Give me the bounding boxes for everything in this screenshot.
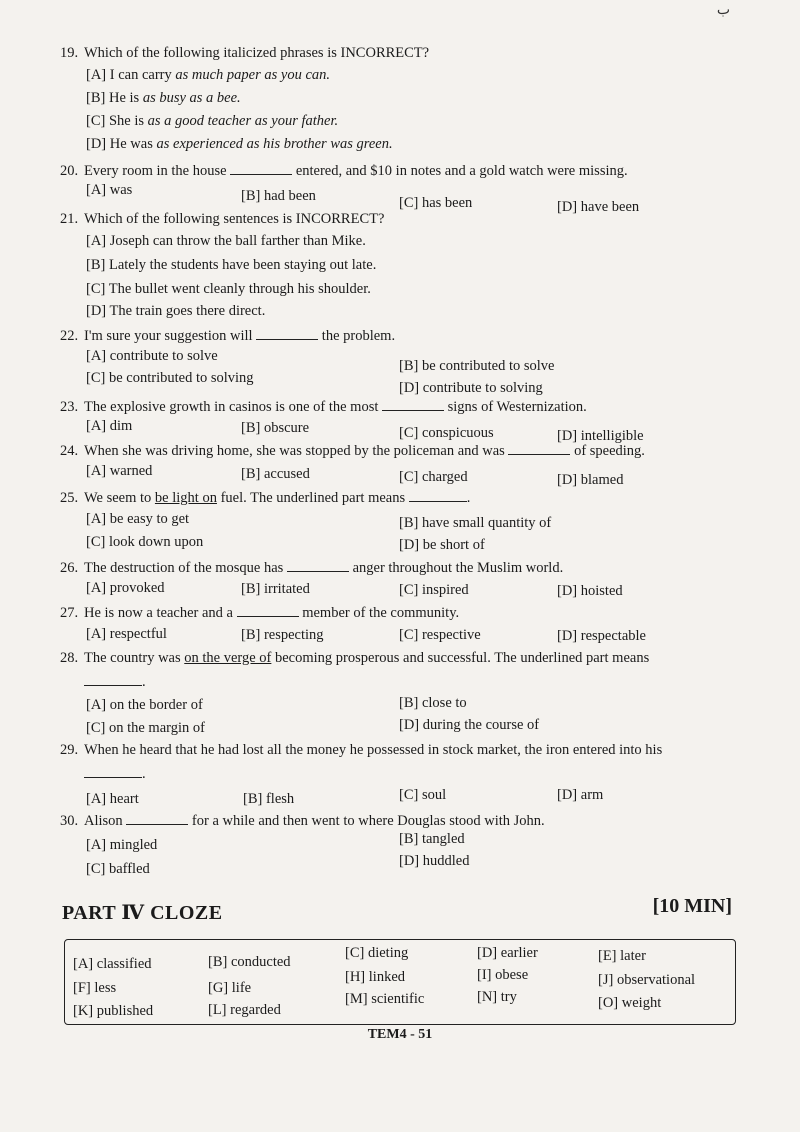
option-letter: [A]	[86, 67, 107, 83]
option-letter: [A]	[86, 511, 107, 527]
question-stem: When she was driving home, she was stopped by the policeman and was	[84, 443, 505, 459]
option-letter: [D]	[399, 380, 420, 396]
question-25	[60, 487, 740, 507]
option-letter: [C]	[86, 370, 106, 386]
option-19-a[interactable]	[86, 66, 330, 84]
option-text: had been	[263, 188, 316, 204]
option-text: has been	[421, 195, 473, 211]
question-stem: We seem to	[84, 490, 155, 506]
answer-blank[interactable]	[382, 396, 444, 411]
question-19	[60, 44, 740, 62]
answer-blank[interactable]	[287, 557, 349, 572]
corner-mark: ب	[716, 3, 730, 18]
question-stem-rest: entered, and $10 in notes and a gold watch were missing.	[295, 163, 628, 179]
question-stem: The destruction of the mosque has	[84, 560, 284, 576]
question-20	[60, 160, 740, 180]
option-text: respectful	[109, 626, 167, 642]
question-stem: I'm sure your suggestion will	[84, 328, 253, 344]
answer-blank[interactable]	[84, 671, 142, 686]
option-text: dim	[109, 418, 133, 434]
option-letter: [A]	[86, 626, 107, 642]
option-30-c[interactable]	[86, 860, 150, 878]
option-text: close to	[421, 695, 467, 711]
option-26-b[interactable]	[241, 580, 310, 598]
question-stem-rest: the problem.	[321, 328, 396, 344]
word-bank-item[interactable]: [B] conducted	[208, 954, 291, 970]
option-21-b[interactable]	[86, 256, 376, 274]
option-letter: [A]	[86, 418, 107, 434]
option-text: accused	[263, 466, 310, 482]
answer-blank[interactable]	[237, 602, 299, 617]
option-text: be contributed to solving	[108, 370, 254, 386]
option-28-c[interactable]	[86, 719, 205, 737]
word-bank-item[interactable]: [C] dieting	[345, 945, 409, 961]
option-26-c[interactable]	[399, 581, 469, 599]
option-text: heart	[109, 791, 139, 807]
question-stem: Which of the following sentences is INCORRECT?	[84, 211, 385, 227]
option-text: Lately the students have been staying out late.	[108, 257, 377, 273]
question-29	[60, 741, 740, 759]
word-bank-item[interactable]: [A] classified	[73, 956, 152, 972]
option-23-a[interactable]	[86, 417, 132, 435]
word-bank-item[interactable]: [J] observational	[598, 972, 696, 988]
option-21-d[interactable]	[86, 302, 265, 320]
option-text: huddled	[422, 853, 470, 869]
word-bank-item[interactable]: [L] regarded	[208, 1002, 281, 1018]
question-26	[60, 557, 740, 577]
question-stem-end: .	[142, 766, 146, 782]
question-stem-rest: anger throughout the Muslim world.	[352, 560, 564, 576]
option-22-c[interactable]	[86, 369, 254, 387]
option-text: provoked	[109, 580, 165, 596]
option-24-b[interactable]	[241, 465, 310, 483]
option-letter: [B]	[86, 90, 106, 106]
option-25-c[interactable]	[86, 533, 203, 551]
option-text: arm	[580, 787, 604, 803]
option-text: She is	[108, 113, 148, 129]
option-letter: [A]	[86, 233, 107, 249]
option-text: obscure	[263, 420, 310, 436]
option-text: flesh	[265, 791, 295, 807]
word-bank-item[interactable]: [H] linked	[345, 969, 406, 985]
option-text: baffled	[108, 861, 150, 877]
option-25-a[interactable]	[86, 510, 189, 528]
option-letter: [C]	[399, 582, 419, 598]
question-28-cont	[60, 671, 740, 691]
underlined-phrase: on the verge of	[184, 650, 272, 666]
option-text: soul	[421, 787, 447, 803]
option-text: He was	[109, 136, 157, 152]
question-stem-rest: of speeding.	[574, 443, 645, 459]
option-text: contribute to solve	[109, 348, 218, 364]
option-text: The bullet went cleanly through his shoulder.	[108, 281, 371, 297]
option-text: respective	[421, 627, 481, 643]
option-text: hoisted	[580, 583, 623, 599]
question-21	[60, 210, 740, 228]
option-20-b[interactable]	[241, 187, 316, 205]
question-number: 25.	[60, 490, 79, 506]
question-stem-rest: fuel. The underlined part means	[216, 490, 406, 506]
option-letter: [C]	[86, 720, 106, 736]
option-letter: [A]	[86, 697, 107, 713]
option-28-b[interactable]	[399, 694, 467, 712]
question-number: 23.	[60, 399, 79, 415]
option-letter: [B]	[241, 581, 261, 597]
option-text: have been	[580, 199, 640, 215]
question-number: 21.	[60, 211, 79, 227]
option-letter: [D]	[399, 717, 420, 733]
option-text: tangled	[421, 831, 465, 847]
option-letter: [A]	[86, 348, 107, 364]
question-stem-rest: for a while and then went to where Douglas stood with John.	[191, 813, 545, 829]
option-letter: [C]	[86, 113, 106, 129]
option-22-b[interactable]	[399, 357, 554, 375]
question-28	[60, 649, 740, 667]
question-stem: Every room in the house	[84, 163, 227, 179]
option-26-d[interactable]	[557, 582, 623, 600]
question-stem: He is now a teacher and a	[84, 605, 233, 621]
word-bank-item[interactable]: [E] later	[598, 948, 646, 964]
option-29-c[interactable]	[399, 786, 446, 804]
answer-blank[interactable]	[84, 763, 142, 778]
word-bank-item[interactable]: [I] obese	[477, 967, 529, 983]
option-letter: [D]	[557, 628, 578, 644]
option-text: on the border of	[109, 697, 203, 713]
question-number: 26.	[60, 560, 79, 576]
question-number: 19.	[60, 45, 79, 61]
option-letter: [B]	[241, 420, 261, 436]
option-italic: as experienced as his brother was green.	[156, 136, 393, 152]
option-28-d[interactable]	[399, 716, 539, 734]
word-bank-item[interactable]: [D] earlier	[477, 945, 538, 961]
word-bank-item[interactable]: [G] life	[208, 980, 252, 996]
option-29-a[interactable]	[86, 790, 139, 808]
option-30-a[interactable]	[86, 836, 157, 854]
word-bank-item[interactable]: [F] less	[73, 980, 117, 996]
option-letter: [B]	[241, 188, 261, 204]
option-text: respectable	[580, 628, 646, 644]
option-text: intelligible	[580, 428, 644, 444]
question-stem-rest: becoming prosperous and successful. The underlined part means	[271, 650, 650, 666]
option-text: be easy to get	[109, 511, 190, 527]
option-letter: [A]	[86, 580, 107, 596]
option-27-d[interactable]	[557, 627, 646, 645]
option-21-a[interactable]	[86, 232, 366, 250]
option-25-b[interactable]	[399, 514, 551, 532]
part-title: PART Ⅳ CLOZE	[62, 902, 223, 924]
option-text: look down upon	[108, 534, 204, 550]
question-23	[60, 396, 740, 416]
option-letter: [D]	[557, 583, 578, 599]
option-letter: [B]	[243, 791, 263, 807]
option-letter: [B]	[241, 627, 261, 643]
option-27-a[interactable]	[86, 625, 167, 643]
option-text: contribute to solving	[422, 380, 543, 396]
option-letter: [C]	[86, 534, 106, 550]
option-27-b[interactable]	[241, 626, 324, 644]
option-27-c[interactable]	[399, 626, 481, 644]
answer-blank[interactable]	[508, 440, 570, 455]
option-text: on the margin of	[108, 720, 205, 736]
option-italic: as a good teacher as your father.	[147, 113, 339, 129]
option-letter: [C]	[399, 469, 419, 485]
option-21-c[interactable]	[86, 280, 371, 298]
question-stem-rest: member of the community.	[302, 605, 460, 621]
option-text: warned	[109, 463, 153, 479]
option-29-d[interactable]	[557, 786, 603, 804]
option-text: blamed	[580, 472, 624, 488]
option-letter: [B]	[399, 358, 419, 374]
option-letter: [C]	[86, 281, 106, 297]
option-letter: [A]	[86, 182, 107, 198]
option-letter: [D]	[399, 853, 420, 869]
question-stem: When he heard that he had lost all the money he possessed in stock market, the iron entered into his	[84, 742, 663, 758]
option-text: The train goes there direct.	[109, 303, 266, 319]
option-text: charged	[421, 469, 468, 485]
option-text: Joseph can throw the ball farther than Mike.	[109, 233, 366, 249]
option-24-a[interactable]	[86, 462, 152, 480]
option-letter: [D]	[86, 136, 107, 152]
option-letter: [D]	[557, 787, 578, 803]
option-29-b[interactable]	[243, 790, 294, 808]
part-time-limit: [10 MIN]	[652, 895, 732, 917]
option-19-b[interactable]	[86, 89, 241, 107]
question-number: 28.	[60, 650, 79, 666]
option-letter: [C]	[399, 787, 419, 803]
option-30-b[interactable]	[399, 830, 465, 848]
option-letter: [D]	[86, 303, 107, 319]
question-number: 22.	[60, 328, 79, 344]
answer-blank[interactable]	[126, 810, 188, 825]
option-letter: [B]	[399, 515, 419, 531]
option-text: conspicuous	[421, 425, 494, 441]
option-20-a[interactable]	[86, 181, 132, 199]
option-26-a[interactable]	[86, 579, 165, 597]
option-19-d[interactable]	[86, 135, 393, 153]
option-letter: [D]	[557, 199, 578, 215]
option-letter: [B]	[399, 831, 419, 847]
word-bank-item[interactable]: [O] weight	[598, 995, 662, 1011]
question-stem-end: .	[142, 674, 146, 690]
page-footer: TEM4 - 51	[367, 1027, 433, 1042]
option-22-d[interactable]	[399, 379, 543, 397]
option-letter: [B]	[241, 466, 261, 482]
question-stem: The country was	[84, 650, 185, 666]
answer-blank[interactable]	[230, 160, 292, 175]
question-stem-end: .	[466, 490, 471, 506]
option-23-b[interactable]	[241, 419, 309, 437]
option-letter: [A]	[86, 837, 107, 853]
question-number: 29.	[60, 742, 79, 758]
option-text: have small quantity of	[421, 515, 552, 531]
question-number: 30.	[60, 813, 79, 829]
question-stem: Which of the following italicized phrases is INCORRECT?	[84, 45, 430, 61]
option-24-c[interactable]	[399, 468, 468, 486]
option-letter: [A]	[86, 463, 107, 479]
word-bank-box	[64, 939, 736, 1025]
option-letter: [D]	[557, 472, 578, 488]
option-text: was	[109, 182, 133, 198]
option-text: irritated	[263, 581, 310, 597]
option-letter: [C]	[399, 195, 419, 211]
option-28-a[interactable]	[86, 696, 203, 714]
word-bank-item[interactable]: [K] published	[73, 1003, 154, 1019]
option-letter: [B]	[86, 257, 106, 273]
option-text: be contributed to solve	[421, 358, 555, 374]
option-letter: [D]	[399, 537, 420, 553]
question-stem-rest: signs of Westernization.	[447, 399, 587, 415]
question-stem: Alison	[84, 813, 123, 829]
question-stem: The explosive growth in casinos is one of the most	[84, 399, 379, 415]
option-letter: [C]	[399, 425, 419, 441]
question-22	[60, 325, 740, 345]
option-25-d[interactable]	[399, 536, 485, 554]
word-bank-item[interactable]: [N] try	[477, 989, 517, 1005]
question-27	[60, 602, 740, 622]
option-19-c[interactable]	[86, 112, 338, 130]
option-italic: as busy as a bee.	[142, 90, 241, 106]
question-number: 20.	[60, 163, 79, 179]
option-22-a[interactable]	[86, 347, 218, 365]
answer-blank[interactable]	[409, 487, 467, 502]
answer-blank[interactable]	[256, 325, 318, 340]
option-letter: [B]	[399, 695, 419, 711]
question-29-cont	[60, 763, 740, 783]
question-30	[60, 810, 740, 830]
underlined-phrase: be light on	[154, 490, 217, 506]
word-bank-item[interactable]: [M] scientific	[345, 991, 425, 1007]
option-letter: [A]	[86, 791, 107, 807]
option-text: inspired	[421, 582, 469, 598]
question-number: 24.	[60, 443, 79, 459]
option-text: I can carry	[109, 67, 176, 83]
option-letter: [C]	[86, 861, 106, 877]
question-24	[60, 440, 740, 460]
option-letter: [C]	[399, 627, 419, 643]
option-letter: [D]	[557, 428, 578, 444]
option-text: respecting	[263, 627, 324, 643]
question-number: 27.	[60, 605, 79, 621]
option-30-d[interactable]	[399, 852, 469, 870]
option-text: be short of	[422, 537, 485, 553]
option-italic: as much paper as you can.	[175, 67, 331, 83]
option-text: He is	[108, 90, 143, 106]
option-text: mingled	[109, 837, 158, 853]
option-text: during the course of	[422, 717, 540, 733]
